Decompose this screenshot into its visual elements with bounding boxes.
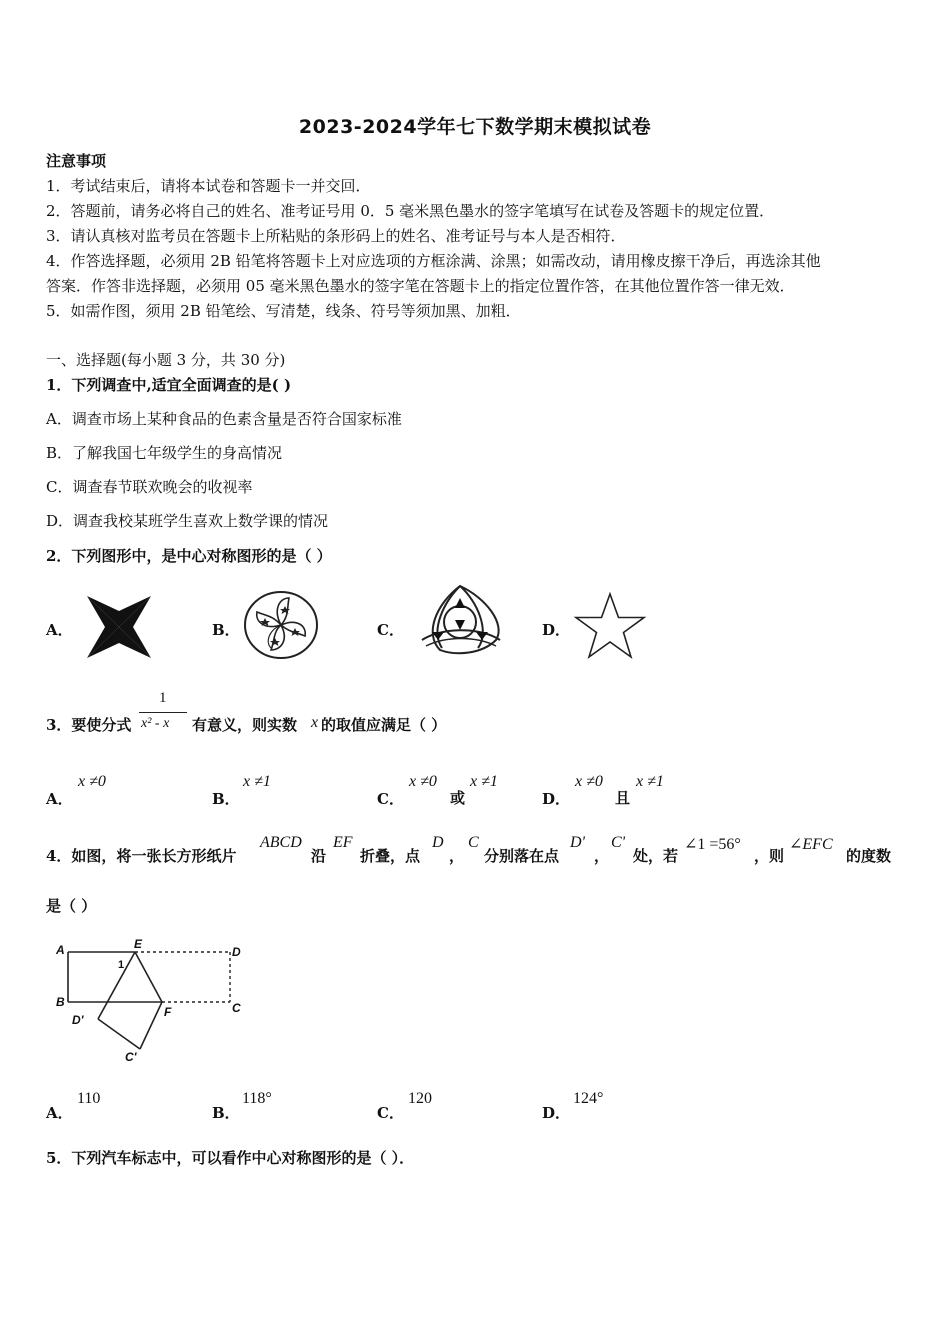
question-1-option-d: D．调查我校某班学生喜欢上数学课的情况 — [46, 512, 329, 530]
question-3-option-b-label: B． — [212, 790, 240, 808]
notice-item: 2．答题前，请务必将自己的姓名、准考证号用 0．5 毫米黑色墨水的签字笔填写在试卷及答题卡的规定位置． — [46, 202, 775, 220]
question-3-variable: x — [311, 714, 319, 731]
question-4-option-d-label: D． — [542, 1104, 571, 1122]
question-4-option-b-label: B． — [212, 1104, 240, 1122]
question-2-option-c-label: C． — [377, 621, 404, 639]
question-3-option-d-value-1: x ≠0 — [575, 773, 603, 790]
notice-item: 1．考试结束后，请将本试卷和答题卡一并交回． — [46, 177, 371, 195]
question-4-option-a-value: 110 — [77, 1090, 101, 1107]
question-3-option-d-join: 且 — [615, 789, 631, 807]
notice-item: 答案．作答非选择题，必须用 05 毫米黑色墨水的签字笔在答题卡上的指定位置作答，在其他位置作答一律无效． — [46, 277, 795, 295]
question-3-stem-pre: 3．要使分式 — [46, 716, 132, 734]
notice-item: 3．请认真核对监考员在答题卡上所粘贴的条形码上的姓名、准考证号与本人是否相符． — [46, 227, 626, 245]
question-4-option-a-label: A． — [46, 1104, 73, 1122]
section-heading: 一、选择题(每小题 3 分，共 30 分) — [46, 351, 286, 369]
question-4-math: ABCD — [260, 834, 302, 851]
figure-label-angle-1: 1 — [118, 959, 125, 971]
question-4-math: EF — [333, 834, 353, 851]
question-4-text: ， — [594, 847, 610, 865]
fraction-bar — [139, 712, 187, 713]
figure-label-b: B — [56, 995, 65, 1009]
figure-label-d: D — [232, 945, 241, 959]
figure-label-d-prime: D' — [72, 1013, 84, 1027]
question-3-option-d-value-2: x ≠1 — [636, 773, 664, 790]
notice-heading: 注意事项 — [46, 152, 107, 170]
question-3-option-a-label: A． — [46, 790, 73, 808]
question-3-option-c-value-2: x ≠1 — [470, 773, 498, 790]
question-4-option-c-value: 120 — [408, 1090, 432, 1107]
question-3-fraction-numerator: 1 — [159, 690, 167, 706]
question-2-option-a-label: A． — [46, 621, 73, 639]
notice-item: 4．作答选择题，必须用 2B 铅笔将答题卡上对应选项的方框涂满、涂黑；如需改动，请用橡皮擦干净后，再选涂其他 — [46, 252, 821, 270]
question-4-math: ∠EFC — [789, 836, 833, 853]
question-1-stem: 1．下列调查中,适宜全面调查的是( ) — [46, 376, 292, 394]
star-figure — [573, 592, 647, 660]
question-4-math: ∠1 =56° — [684, 836, 741, 853]
question-3-option-a-value: x ≠0 — [78, 773, 106, 790]
question-1-option-a: A．调查市场上某种食品的色素含量是否符合国家标准 — [46, 410, 402, 428]
question-3-stem-post: 的取值应满足（ ） — [321, 716, 447, 734]
question-4-text: 4．如图，将一张长方形纸片 — [46, 847, 237, 865]
question-4-option-b-value: 118° — [242, 1090, 272, 1107]
question-3-option-c-join: 或 — [450, 789, 466, 807]
question-2-stem: 2．下列图形中，是中心对称图形的是（ ） — [46, 547, 332, 565]
question-1-option-c: C．调查春节联欢晚会的收视率 — [46, 478, 253, 496]
question-4-text: 沿 — [311, 847, 327, 865]
page-title: 2023-2024学年七下数学期末模拟试卷 — [298, 116, 652, 138]
question-4-option-c-label: C． — [377, 1104, 404, 1122]
question-5-stem: 5．下列汽车标志中，可以看作中心对称图形的是（ ）． — [46, 1149, 415, 1167]
question-3-option-c-label: C． — [377, 790, 404, 808]
question-2-option-d-label: D． — [542, 621, 571, 639]
triquetra-figure — [416, 584, 504, 656]
question-4-text: 折叠，点 — [360, 847, 421, 865]
question-4-math: D — [432, 834, 444, 851]
figure-label-c-prime: C' — [125, 1050, 137, 1064]
figure-label-a: A — [56, 943, 65, 957]
figure-label-f: F — [164, 1005, 172, 1019]
figure-label-c: C — [232, 1001, 241, 1015]
question-1-option-b: B．了解我国七年级学生的身高情况 — [46, 444, 283, 462]
figure-label-e: E — [134, 937, 143, 951]
question-3-option-d-label: D． — [542, 790, 571, 808]
question-3-stem-mid: 有意义，则实数 — [192, 716, 298, 734]
question-4-text: 分别落在点 — [484, 847, 560, 865]
question-4-text: 的度数 — [846, 847, 892, 865]
question-3-fraction-denominator: x² - x — [141, 716, 170, 731]
question-4-math: D' — [570, 834, 585, 851]
notice-item: 5．如需作图，须用 2B 铅笔绘、写清楚，线条、符号等须加黑、加粗． — [46, 302, 521, 320]
question-4-math: C — [468, 834, 479, 851]
question-3-option-c-value-1: x ≠0 — [409, 773, 437, 790]
question-4-text: ，则 — [754, 847, 785, 865]
question-4-text-line2: 是（ ） — [46, 897, 97, 915]
question-4-math: C' — [611, 834, 626, 851]
folded-rectangle-figure — [50, 936, 250, 1066]
pinwheel-figure — [84, 596, 154, 658]
bauhinia-emblem-figure — [243, 590, 319, 660]
question-4-text: 处，若 — [633, 847, 679, 865]
question-3-option-b-value: x ≠1 — [243, 773, 271, 790]
question-2-option-b-label: B． — [212, 621, 240, 639]
question-4-option-d-value: 124° — [573, 1090, 604, 1107]
question-4-text: ， — [449, 847, 465, 865]
